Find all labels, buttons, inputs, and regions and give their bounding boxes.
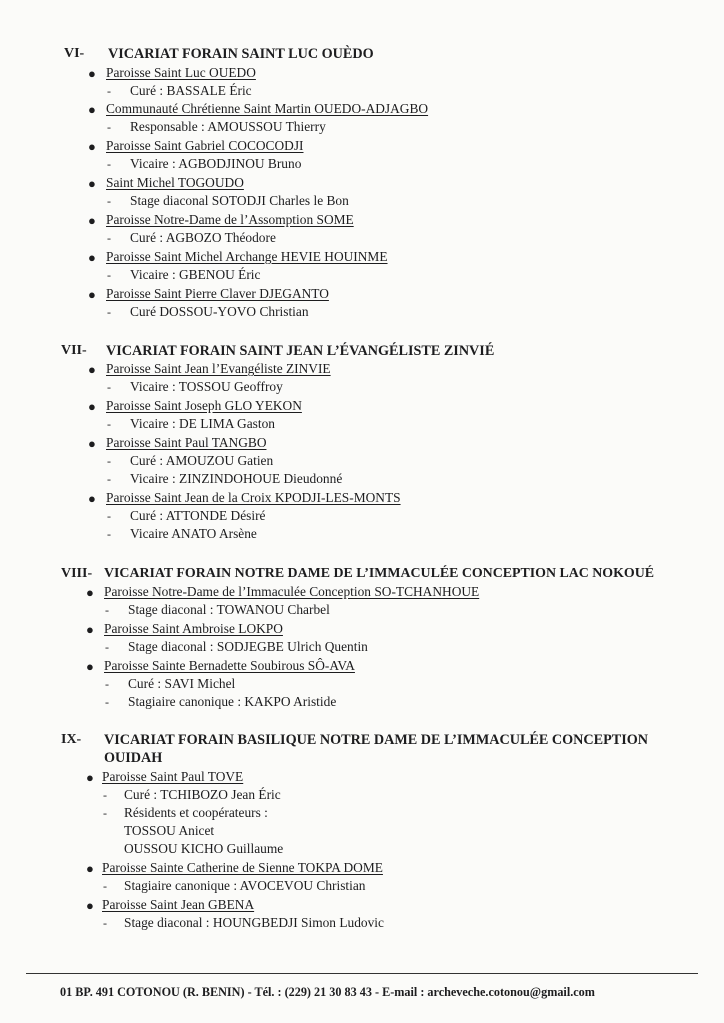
dash-icon: - xyxy=(103,806,107,820)
dash-icon: - xyxy=(107,305,111,319)
bullet-icon: ● xyxy=(88,399,96,414)
bullet-icon: ● xyxy=(88,66,96,81)
role-line: Curé : AGBOZO Théodore xyxy=(130,230,276,245)
dash-icon: - xyxy=(107,194,111,208)
bullet-icon: ● xyxy=(88,287,96,302)
resident-name: TOSSOU Anicet xyxy=(124,823,215,838)
bullet-icon: ● xyxy=(88,436,96,451)
role-line: Stage diaconal : HOUNGBEDJI Simon Ludovic xyxy=(124,915,384,930)
dash-icon: - xyxy=(105,695,109,709)
parish-name: Paroisse Saint Joseph GLO YEKON xyxy=(106,398,302,413)
dash-icon: - xyxy=(105,640,109,654)
role-line: Stage diaconal : TOWANOU Charbel xyxy=(128,602,330,617)
role-line: Vicaire : ZINZINDOHOUE Dieudonné xyxy=(130,471,343,486)
section-title: VICARIAT FORAIN BASILIQUE NOTRE DAME DE L’IMMACULÉE CONCEPTION xyxy=(104,732,649,748)
section-title: VICARIAT FORAIN SAINT LUC OUÈDO xyxy=(108,46,374,62)
bullet-icon: ● xyxy=(86,622,94,637)
role-line: Vicaire : TOSSOU Geoffroy xyxy=(130,379,283,394)
bullet-icon: ● xyxy=(88,250,96,265)
dash-icon: - xyxy=(107,417,111,431)
dash-icon: - xyxy=(107,157,111,171)
resident-name: OUSSOU KICHO Guillaume xyxy=(124,841,284,856)
role-line: Stagiaire canonique : KAKPO Aristide xyxy=(128,694,337,709)
dash-icon: - xyxy=(107,84,111,98)
parish-name: Paroisse Saint Jean GBENA xyxy=(102,897,255,912)
dash-icon: - xyxy=(107,231,111,245)
parish-name: Paroisse Sainte Catherine de Sienne TOKPA DOME xyxy=(102,860,383,875)
role-line: Curé : BASSALE Éric xyxy=(130,83,252,98)
footer-contact: 01 BP. 491 COTONOU (R. BENIN) - Tél. : (229) 21 30 83 43 - E-mail : archeveche.cotonou@gmail.com xyxy=(60,985,595,999)
bullet-icon: ● xyxy=(88,176,96,191)
parish-name: Communauté Chrétienne Saint Martin OUEDO-ADJAGBO xyxy=(106,101,429,116)
bullet-icon: ● xyxy=(88,102,96,117)
role-line: Curé : TCHIBOZO Jean Éric xyxy=(124,787,281,802)
dash-icon: - xyxy=(105,603,109,617)
bullet-icon: ● xyxy=(86,585,94,600)
section-number: VIII- xyxy=(61,566,93,581)
dash-icon: - xyxy=(103,879,107,893)
bullet-icon: ● xyxy=(86,898,94,913)
dash-icon: - xyxy=(103,916,107,930)
dash-icon: - xyxy=(107,268,111,282)
dash-icon: - xyxy=(107,120,111,134)
role-line: Vicaire ANATO Arsène xyxy=(130,526,257,541)
section-title: VICARIAT FORAIN SAINT JEAN L’ÉVANGÉLISTE ZINVIÉ xyxy=(106,343,495,359)
bullet-icon: ● xyxy=(86,861,94,876)
parish-name: Paroisse Saint Luc OUEDO xyxy=(106,65,256,80)
role-line: Résidents et coopérateurs : xyxy=(124,805,268,820)
role-line: Stage diaconal : SODJEGBE Ulrich Quentin xyxy=(128,639,368,654)
role-line: Vicaire : DE LIMA Gaston xyxy=(130,416,275,431)
parish-name: Paroisse Saint Pierre Claver DJEGANTO xyxy=(106,286,329,301)
bullet-icon: ● xyxy=(86,770,94,785)
dash-icon: - xyxy=(105,677,109,691)
section-number: VI- xyxy=(64,46,85,61)
parish-name: Paroisse Saint Jean l’Evangéliste ZINVIE xyxy=(106,361,331,376)
section-number: VII- xyxy=(61,343,87,358)
role-line: Vicaire : AGBODJINOU Bruno xyxy=(130,156,302,171)
bullet-icon: ● xyxy=(86,659,94,674)
parish-name: Saint Michel TOGOUDO xyxy=(106,175,244,190)
footer-divider xyxy=(26,973,698,974)
parish-name: Paroisse Saint Ambroise LOKPO xyxy=(104,621,283,636)
role-line: Curé : SAVI Michel xyxy=(128,676,236,691)
parish-name: Paroisse Notre-Dame de l’Assomption SOME xyxy=(106,212,354,227)
dash-icon: - xyxy=(107,380,111,394)
dash-icon: - xyxy=(103,788,107,802)
role-line: Stagiaire canonique : AVOCEVOU Christian xyxy=(124,878,366,893)
parish-name: Paroisse Notre-Dame de l’Immaculée Conception SO-TCHANHOUE xyxy=(104,584,480,599)
dash-icon: - xyxy=(107,472,111,486)
role-line: Curé : ATTONDE Désiré xyxy=(130,508,266,523)
parish-name: Paroisse Sainte Bernadette Soubirous SÔ-AVA xyxy=(104,658,355,673)
bullet-icon: ● xyxy=(88,139,96,154)
parish-name: Paroisse Saint Jean de la Croix KPODJI-LES-MONTS xyxy=(106,490,401,505)
section-title: VICARIAT FORAIN NOTRE DAME DE L’IMMACULÉE CONCEPTION LAC NOKOUÉ xyxy=(104,566,655,581)
dash-icon: - xyxy=(107,509,111,523)
bullet-icon: ● xyxy=(88,491,96,506)
role-line: Curé : AMOUZOU Gatien xyxy=(130,453,274,468)
dash-icon: - xyxy=(107,454,111,468)
dash-icon: - xyxy=(107,527,111,541)
role-line: Vicaire : GBENOU Éric xyxy=(130,267,261,282)
parish-name: Paroisse Saint Gabriel COCOCODJI xyxy=(106,138,304,153)
parish-name: Paroisse Saint Paul TOVE xyxy=(102,769,244,784)
parish-name: Paroisse Saint Michel Archange HEVIE HOUINME xyxy=(106,249,388,264)
role-line: Stage diaconal SOTODJI Charles le Bon xyxy=(130,193,349,208)
section-title-continued: OUIDAH xyxy=(104,750,163,766)
role-line: Curé DOSSOU-YOVO Christian xyxy=(130,304,309,319)
parish-name: Paroisse Saint Paul TANGBO xyxy=(106,435,267,450)
bullet-icon: ● xyxy=(88,362,96,377)
section-number: IX- xyxy=(61,732,82,747)
bullet-icon: ● xyxy=(88,213,96,228)
role-line: Responsable : AMOUSSOU Thierry xyxy=(130,119,326,134)
